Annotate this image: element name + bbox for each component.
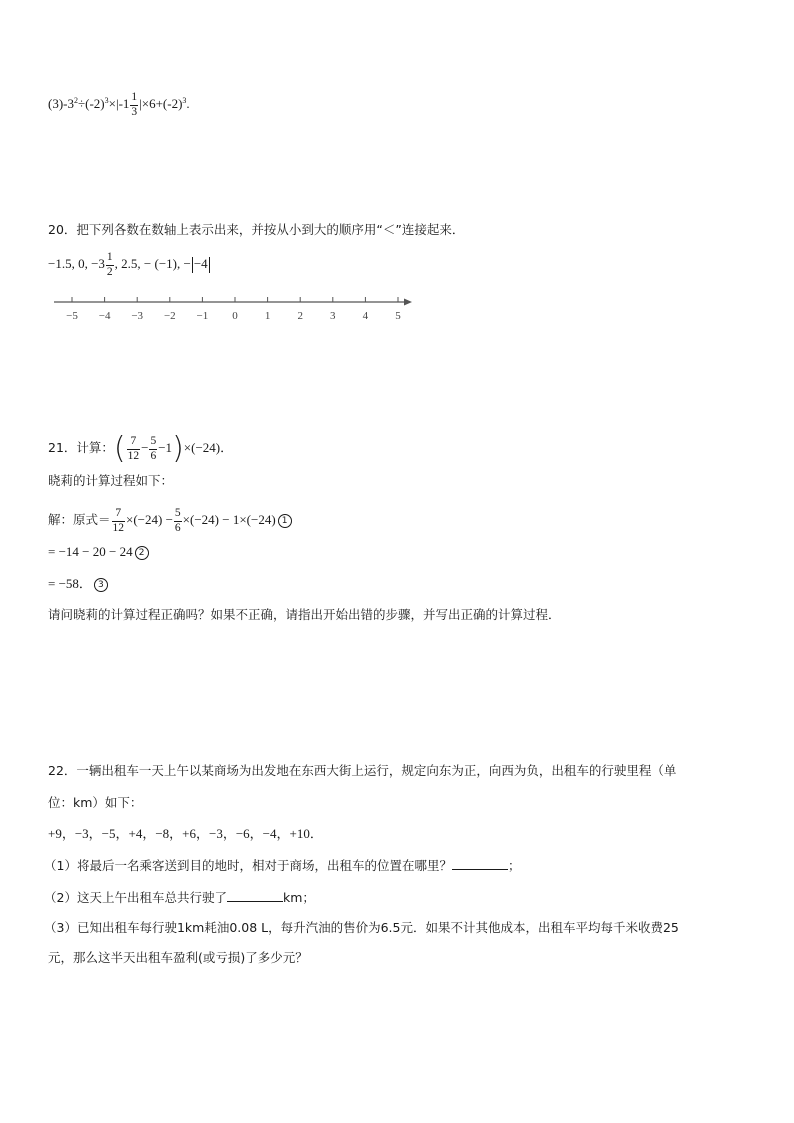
q20-list-b: , 2.5, − (−1), −: [114, 255, 191, 271]
q19-exp-b: 3: [104, 95, 109, 105]
q20-frac-den: 2: [106, 265, 113, 278]
q21-f2-num: 5: [149, 436, 157, 450]
q22-part1-text: （1）将最后一名乘客送到目的地时，相对于商场，出租车的位置在哪里？: [44, 858, 452, 873]
q22-part2: [44, 889, 315, 906]
number-line: [50, 292, 420, 326]
number-line-tick-label: −3: [131, 310, 144, 322]
q20-fraction: [106, 252, 114, 278]
q22-line1: 22．一辆出租车一天上午以某商场为出发地在东西大街上运行，规定向东为正，向西为负，出租车的行驶里程（单: [48, 763, 677, 778]
big-paren-right: ): [172, 431, 184, 466]
q21-intro: 晓莉的计算过程如下：: [48, 473, 174, 488]
number-line-tick-label: 5: [395, 310, 401, 322]
q19-frac-den: 3: [131, 105, 138, 118]
q22-answer-blank-1[interactable]: [452, 857, 508, 870]
q21-tail: ×(−24)．: [183, 439, 234, 455]
q21-frac-1: [127, 436, 141, 462]
q22-part1-end: ；: [507, 858, 521, 873]
q21-s1-b: ×(−24) − 1×(−24): [182, 511, 276, 527]
q19-label: (3): [48, 95, 64, 111]
q21-number: 21．计算：: [48, 439, 114, 455]
q19-exp-d: 3: [182, 95, 187, 105]
number-line-tick-label: 3: [330, 310, 336, 322]
q19-expr-d: |×6+(-2): [139, 95, 183, 111]
q21-s1-f2-num: 5: [174, 508, 182, 522]
q19-end: .: [186, 95, 190, 111]
q21-f1-num: 7: [127, 436, 141, 450]
q22-line2: 位：km）如下：: [48, 795, 143, 810]
q19-part3-expression: [48, 92, 190, 118]
q21-step3: [48, 576, 108, 592]
q19-fraction: [130, 92, 138, 118]
q21-frac-2: [149, 436, 157, 462]
q21-f2-den: 6: [150, 449, 157, 462]
q22-part2-unit: km；: [282, 890, 315, 905]
q19-expr-a: -3: [63, 95, 75, 111]
q21-problem: 21．计算：( $\frac{7}{12}$ − $\frac{5}{6}$ −1)×(−24)．: [48, 431, 234, 466]
q21-s1-frac-2: [174, 508, 182, 534]
number-line-tick-label: 2: [297, 310, 303, 322]
q21-s1-f1-den: 12: [112, 521, 125, 534]
abs-bar-right: [209, 257, 210, 273]
number-line-tick-label: −2: [163, 310, 176, 322]
q22-part3-line2: 元，那么这半天出租车盈利(或亏损)了多少元？: [48, 950, 308, 965]
q21-s1-f2-den: 6: [174, 521, 181, 534]
q19-exp-a: 2: [74, 95, 79, 105]
q21-s1-f1-num: 7: [112, 508, 126, 522]
number-line-tick-label: 4: [362, 310, 369, 322]
q19-expr-c: ×|-1: [108, 95, 130, 111]
q20-title: 20．把下列各数在数轴上表示出来，并按从小到大的顺序用“＜”连接起来．: [48, 222, 465, 237]
number-line-tick-label: 0: [232, 310, 238, 322]
big-paren-left: (: [113, 431, 126, 466]
abs-bar-left: [192, 257, 193, 273]
q21-s1-frac-1: [112, 508, 126, 534]
number-line-tick-label: −1: [196, 310, 209, 322]
q21-s1-a: ×(−24) −: [126, 511, 173, 527]
number-line-tick-label: 1: [264, 310, 271, 322]
q22-answer-blank-2[interactable]: [227, 889, 283, 902]
q22-part2-text: （2）这天上午出租车总共行驶了: [44, 890, 227, 905]
number-line-arrow: [404, 299, 412, 306]
step-marker-2: 2: [135, 546, 149, 560]
q21-step2: [48, 544, 149, 560]
q19-frac-num: 1: [130, 92, 138, 106]
q20-number-list: [48, 252, 211, 278]
q21-step1: [48, 508, 292, 534]
q22-part3-line1: （3）已知出租车每行驶1km耗油0.08 L，每升汽油的售价为6.5元．如果不计其他成本，出租车平均每千米收费25: [44, 920, 679, 935]
q21-step2-text: = −14 − 20 − 24: [48, 544, 133, 559]
q22-part1: [44, 857, 520, 874]
number-line-tick-label: −4: [98, 310, 111, 322]
q21-f1-den: 12: [127, 449, 140, 462]
step-marker-3: 3: [94, 578, 108, 592]
q20-frac-num: 1: [106, 252, 114, 266]
number-line-tick-label: −5: [66, 310, 78, 322]
q21-question: 请问晓莉的计算过程正确吗？如果不正确，请指出开始出错的步骤，并写出正确的计算过程．: [48, 607, 561, 622]
q22-mileage-data: +9，−3，−5，+4，−8，+6，−3，−6，−4，+10．: [48, 826, 323, 841]
q21-minus-one: −1: [158, 439, 173, 455]
q19-expr-b: ÷(-2): [78, 95, 105, 111]
q20-list-c: −4: [193, 255, 208, 271]
q20-list-a: −1.5, 0, −3: [48, 255, 105, 271]
step-marker-1: 1: [278, 514, 292, 528]
q21-solution-label: 解：原式＝: [48, 511, 111, 527]
q21-step3-text: = −58．: [48, 576, 92, 591]
